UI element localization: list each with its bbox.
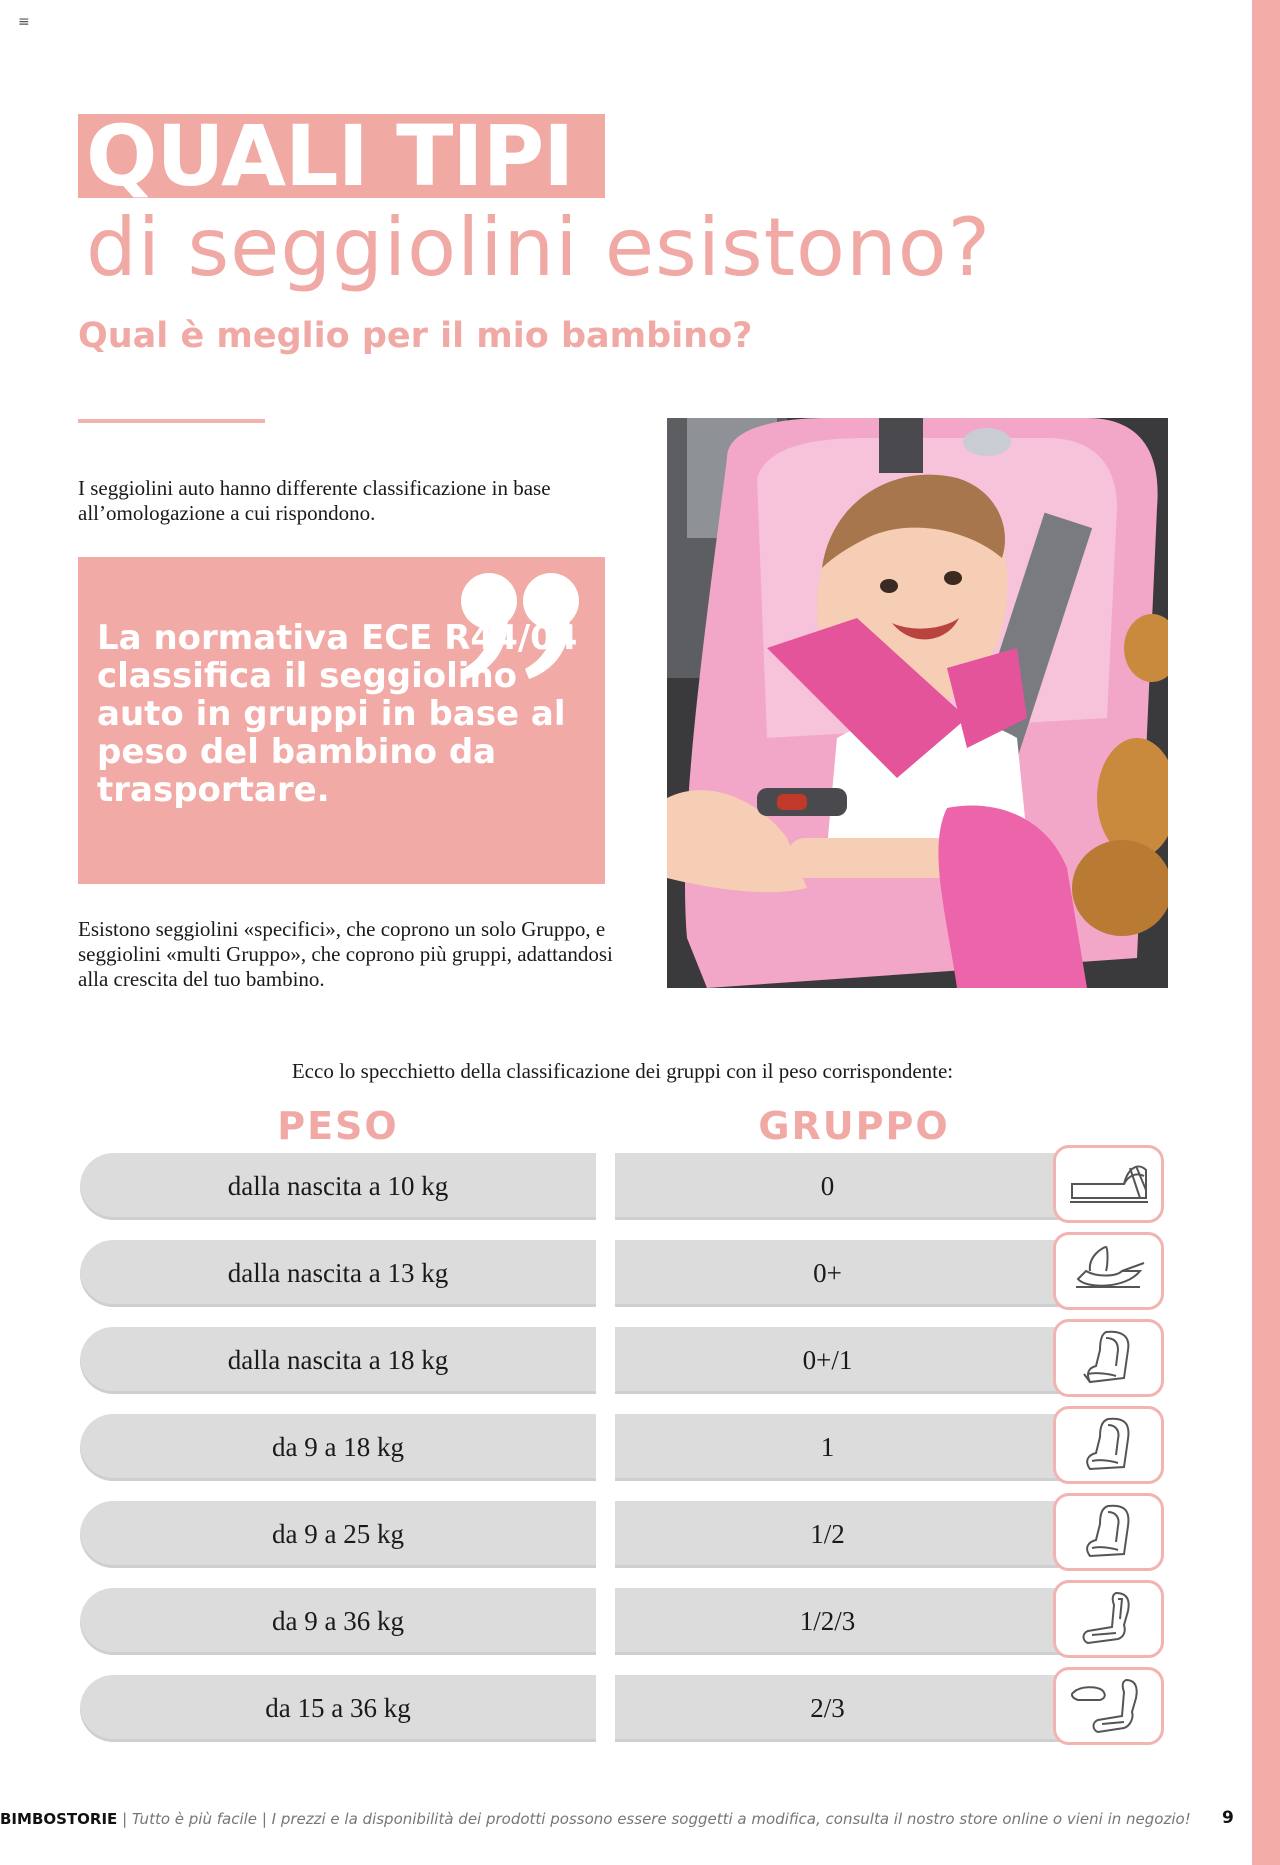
peso-cell: da 9 a 25 kg (80, 1501, 596, 1568)
column-header-peso: PESO (277, 1104, 399, 1148)
column-header-gruppo: GRUPPO (758, 1104, 950, 1148)
footer-separator: | (261, 1810, 272, 1828)
convertible-seat-icon (1066, 1328, 1152, 1390)
footer-tagline: Tutto è più facile (131, 1810, 258, 1828)
peso-cell: da 15 a 36 kg (80, 1675, 596, 1742)
peso-cell: dalla nascita a 13 kg (80, 1240, 596, 1307)
intro-paragraph: I seggiolini auto hanno differente classificazione in base all’omologazione a cui rispondono. (78, 476, 551, 525)
footer (0, 1809, 1220, 1829)
footer-separator: | (122, 1810, 132, 1828)
table-intro: Ecco lo specchietto della classificazione dei gruppi con il peso corrispondente: (291, 1059, 954, 1083)
gruppo-cell: 0 (615, 1153, 1060, 1220)
peso-cell: dalla nascita a 10 kg (80, 1153, 596, 1220)
icon-frame (1053, 1232, 1164, 1310)
divider (78, 419, 265, 423)
table-row (0, 1414, 1200, 1486)
icon-frame (1053, 1493, 1164, 1571)
table-row (0, 1588, 1200, 1660)
gruppo-cell: 0+ (615, 1240, 1060, 1307)
page-title-sub: di seggiolini esistono? (86, 201, 992, 294)
baby-car-seat-photo (667, 418, 1168, 988)
gruppo-cell: 1 (615, 1414, 1060, 1481)
toddler-seat-icon (1066, 1415, 1152, 1477)
gruppo-cell: 1/2/3 (615, 1588, 1060, 1655)
carrycot-icon (1066, 1154, 1152, 1216)
quote-text: La normativa ECE R44/04 classifica il seggiolino auto in gruppi in base al peso del bambino da trasportare. (97, 618, 578, 810)
page-number: 9 (1222, 1808, 1234, 1828)
toddler-seat-icon (1066, 1502, 1152, 1564)
page-title: QUALI TIPI (86, 107, 574, 205)
page-subtitle: Qual è meglio per il mio bambino? (78, 316, 753, 356)
icon-frame (1053, 1580, 1164, 1658)
peso-cell: dalla nascita a 18 kg (80, 1327, 596, 1394)
icon-frame (1053, 1406, 1164, 1484)
outro-paragraph: Esistono seggiolini «specifici», che coprono un solo Gruppo, e seggiolini «multi Gruppo», che coprono più gruppi, adattandosi alla crescita del tuo bambino. (78, 917, 613, 991)
icon-frame (1053, 1667, 1164, 1745)
gruppo-cell: 0+/1 (615, 1327, 1060, 1394)
peso-cell: da 9 a 36 kg (80, 1588, 596, 1655)
icon-frame (1053, 1145, 1164, 1223)
footer-disclaimer: I prezzi e la disponibilità dei prodotti possono essere soggetti a modifica, consulta il nostro store online o vieni in negozio! (271, 1810, 1191, 1828)
gruppo-cell: 1/2 (615, 1501, 1060, 1568)
menu-icon[interactable]: ≡ (18, 14, 30, 30)
icon-frame (1053, 1319, 1164, 1397)
footer-brand: BIMBOSTORIE (0, 1810, 118, 1828)
table-row (0, 1675, 1200, 1747)
side-accent-strip (1252, 0, 1280, 1865)
table-row (0, 1153, 1200, 1225)
table-row (0, 1501, 1200, 1573)
table-row (0, 1327, 1200, 1399)
booster-cushion-icon (1066, 1676, 1152, 1738)
infant-carrier-icon (1066, 1241, 1152, 1303)
high-back-booster-icon (1066, 1589, 1152, 1651)
table-row (0, 1240, 1200, 1312)
gruppo-cell: 2/3 (615, 1675, 1060, 1742)
peso-cell: da 9 a 18 kg (80, 1414, 596, 1481)
